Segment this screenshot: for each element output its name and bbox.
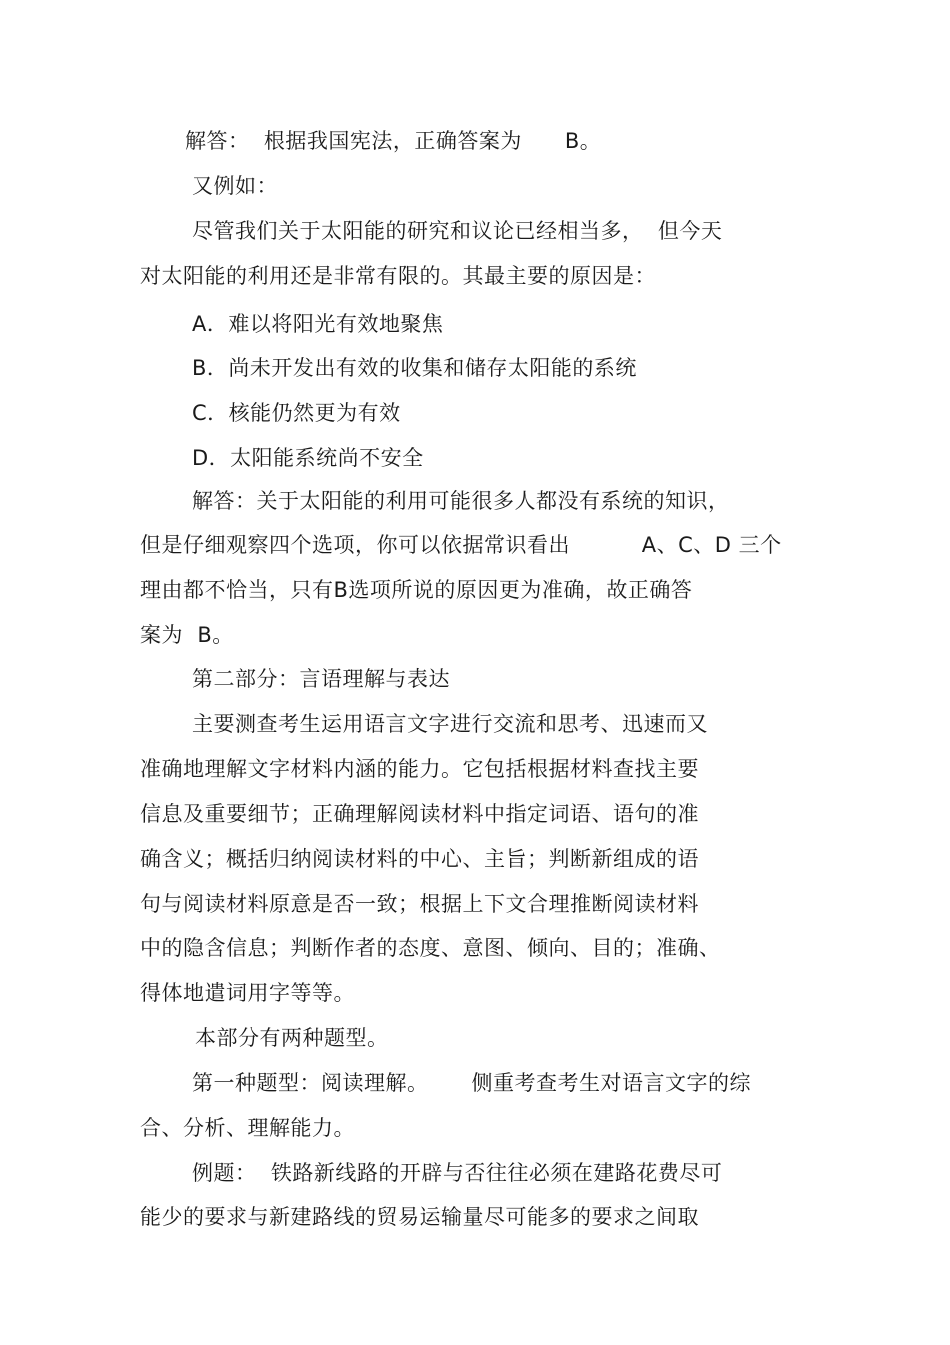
text-line: 信息及重要细节；正确理解阅读材料中指定词语、语句的准 [140, 802, 699, 826]
option-a: A．难以将阳光有效地聚焦 [192, 312, 444, 336]
text-line: 得体地遣词用字等等。 [140, 981, 355, 1005]
text-line: 第一种题型：阅读理解。 侧重考查考生对语言文字的综 [192, 1071, 752, 1095]
option-c: C．核能仍然更为有效 [192, 401, 401, 425]
text-line: 尽管我们关于太阳能的研究和议论已经相当多， 但今天 [192, 219, 723, 243]
text-line: 案为 B。 [140, 623, 234, 647]
option-d: D．太阳能系统尚不安全 [192, 446, 424, 470]
text-line: 主要测查考生运用语言文字进行交流和思考、迅速而又 [192, 712, 708, 736]
text-line: 解答： 根据我国宪法，正确答案为 B。 [185, 129, 602, 153]
section-heading: 第二部分：言语理解与表达 [192, 667, 450, 691]
text-line: 能少的要求与新建路线的贸易运输量尽可能多的要求之间取 [140, 1205, 699, 1229]
text-line: 句与阅读材料原意是否一致；根据上下文合理推断阅读材料 [140, 892, 699, 916]
text-line: 理由都不恰当，只有B选项所说的原因更为准确，故正确答 [140, 578, 693, 602]
text-line: 确含义；概括归纳阅读材料的中心、主旨；判断新组成的语 [140, 847, 699, 871]
text-line: 准确地理解文字材料内涵的能力。它包括根据材料查找主要 [140, 757, 699, 781]
text-line: 本部分有两种题型。 [195, 1026, 389, 1050]
text-line: 对太阳能的利用还是非常有限的。其最主要的原因是： [140, 264, 656, 288]
text-line: 解答：关于太阳能的利用可能很多人都没有系统的知识， [192, 489, 730, 513]
text-line: 中的隐含信息；判断作者的态度、意图、倾向、目的；准确、 [140, 936, 721, 960]
option-b: B．尚未开发出有效的收集和储存太阳能的系统 [192, 356, 637, 380]
text-line: 又例如： [192, 174, 278, 198]
text-line: 合、分析、理解能力。 [140, 1116, 355, 1140]
text-line: 例题： 铁路新线路的开辟与否往往必须在建路花费尽可 [192, 1161, 723, 1185]
text-line: 但是仔细观察四个选项，你可以依据常识看出 A、C、D 三个 [140, 533, 782, 557]
